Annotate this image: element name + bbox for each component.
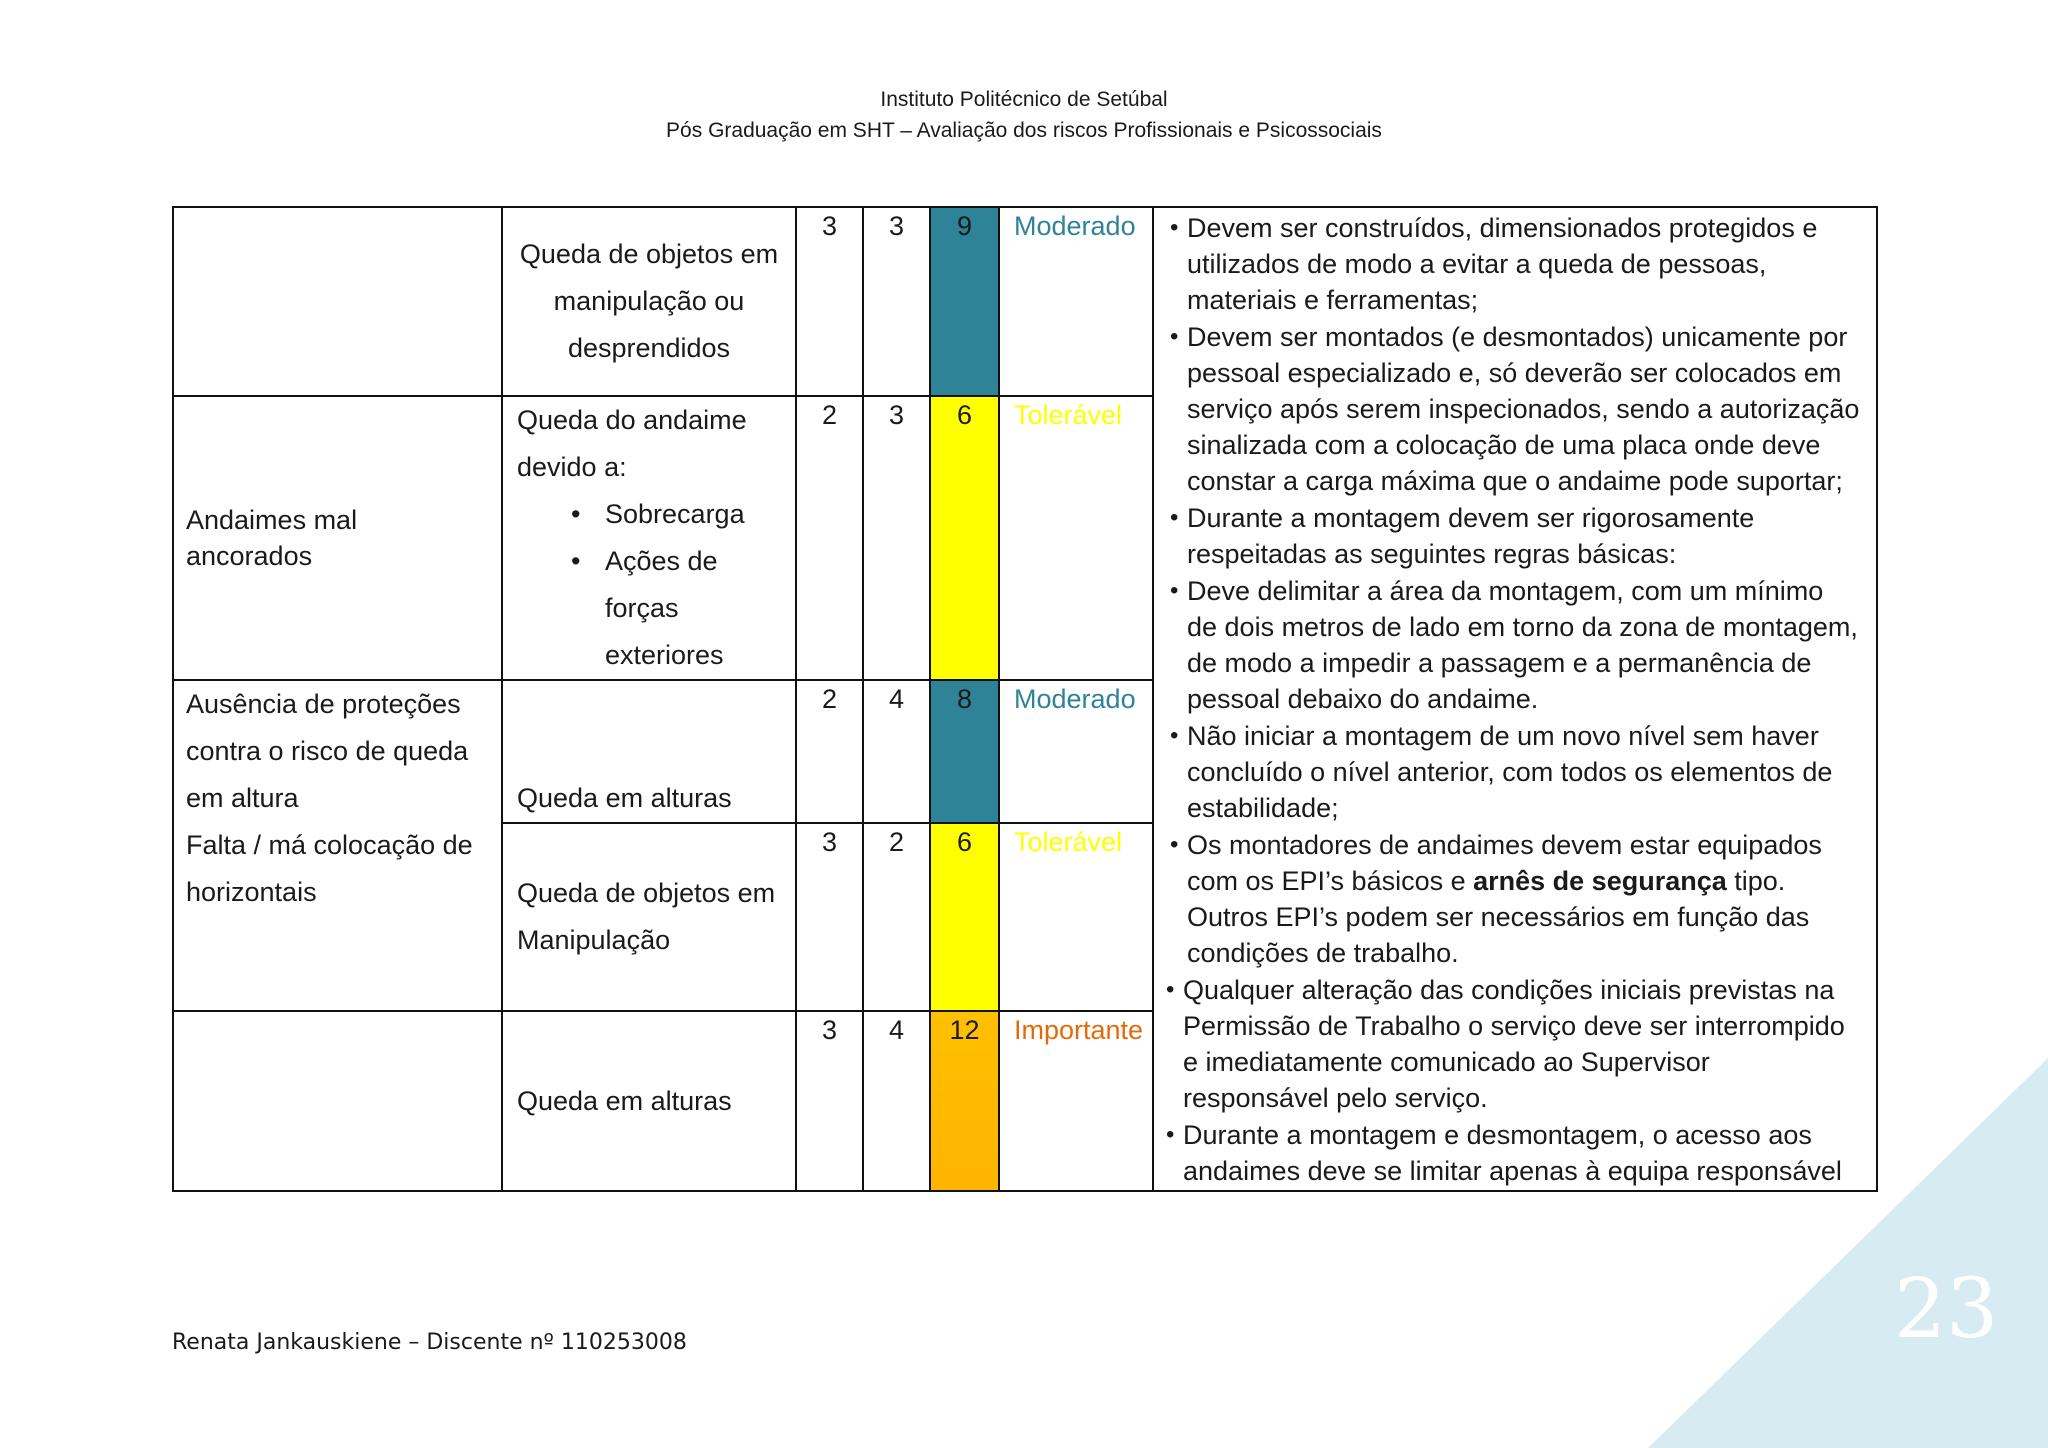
cause-cell [173,1011,502,1191]
corner-decoration [1648,1058,2048,1448]
measure-item: • Devem ser construídos, dimensionados protegidos e utilizados de modo a evitar a queda de pessoas, materiais e ferramentas; [1170,213,1818,315]
measure-item: • Durante a montagem e desmontagem, o acesso aos andaimes deve se limitar apenas à equipa responsável [1166,1120,1842,1186]
severity-cell: 4 [863,1011,930,1191]
probability-cell: 3 [796,1011,863,1191]
hazard-cell: Queda em alturas [502,680,796,823]
probability-cell: 3 [796,207,863,396]
risk-rating-cell: Importante [999,1011,1153,1191]
cause-cell: Andaimes mal ancorados [173,396,502,680]
risk-rating-cell: Moderado [999,207,1153,396]
measure-item: • Os montadores de andaimes devem estar equipados com os EPI’s básicos e arnês de segurança tipo. Outros EPI’s podem ser necessários em função das condições de trabalho. [1170,830,1822,968]
risk-level-cell: 9 [930,207,999,396]
cause-cell [173,207,502,396]
cause-text: Ausência de proteções contra o risco de queda em altura [186,689,469,813]
page-number: 23 [1894,1262,1999,1357]
header-course: Pós Graduação em SHT – Avaliação dos riscos Profissionais e Psicossociais [666,119,1382,142]
risk-rating-cell: Tolerável [999,823,1153,1011]
risk-level-cell: 6 [930,823,999,1011]
table-row [173,207,1877,396]
measure-item: • Durante a montagem devem ser rigorosamente respeitadas as seguintes regras básicas: [1170,503,1755,569]
risk-level-cell: 6 [930,396,999,680]
preventive-measures-cell [1153,207,1877,1191]
severity-cell: 2 [863,823,930,1011]
cause-text: Falta / má colocação de horizontais [186,830,473,907]
hazard-causes-list [517,491,781,679]
hazard-cell [502,396,796,680]
risk-rating-cell: Tolerável [999,396,1153,680]
cause-cell [173,680,502,1011]
risk-rating-cell: Moderado [999,680,1153,823]
probability-cell: 2 [796,680,863,823]
header-institution: Instituto Politécnico de Setúbal [880,88,1168,111]
probability-cell: 2 [796,396,863,680]
severity-cell: 4 [863,680,930,823]
list-item: • Ações de forças exteriores [571,538,781,679]
severity-cell: 3 [863,207,930,396]
measure-item: • Qualquer alteração das condições iniciais previstas na Permissão de Trabalho o serviço deve ser interrompido e imediatamente comunicado ao Supervisor responsável pelo serviço. [1166,975,1845,1113]
page-header [0,84,2048,146]
emphasis-harness: arnês de segurança [1473,866,1727,896]
measure-item: • Não iniciar a montagem de um novo nível sem haver concluído o nível anterior, com todos os elementos de estabilidade; [1170,721,1833,823]
measures-list [1166,210,1860,1189]
risk-assessment-table [172,206,1878,1192]
hazard-text: Queda de objetos em manipulação ou desprendidos [519,239,779,363]
list-item: • Sobrecarga [571,491,781,538]
hazard-text: Queda do andaime devido a: [517,405,747,482]
hazard-cell: Queda de objetos em Manipulação [502,823,796,1011]
risk-level-cell: 8 [930,680,999,823]
probability-cell: 3 [796,823,863,1011]
measure-item: • Deve delimitar a área da montagem, com um mínimo de dois metros de lado em torno da zona de montagem, de modo a impedir a passagem e a permanência de pessoal debaixo do andaime. [1170,576,1858,714]
hazard-cell: Queda em alturas [502,1011,796,1191]
measure-item: • Devem ser montados (e desmontados) unicamente por pessoal especializado e, só deverão ser colocados em serviço após serem inspecionados, sendo a autorização sinalizada com a colocação de uma placa onde deve constar a carga máxima que o andaime pode suportar; [1170,322,1860,496]
risk-level-cell: 12 [930,1011,999,1191]
severity-cell: 3 [863,396,930,680]
hazard-cell [502,207,796,396]
footer-author: Renata Jankauskiene – Discente nº 110253008 [172,1330,687,1355]
